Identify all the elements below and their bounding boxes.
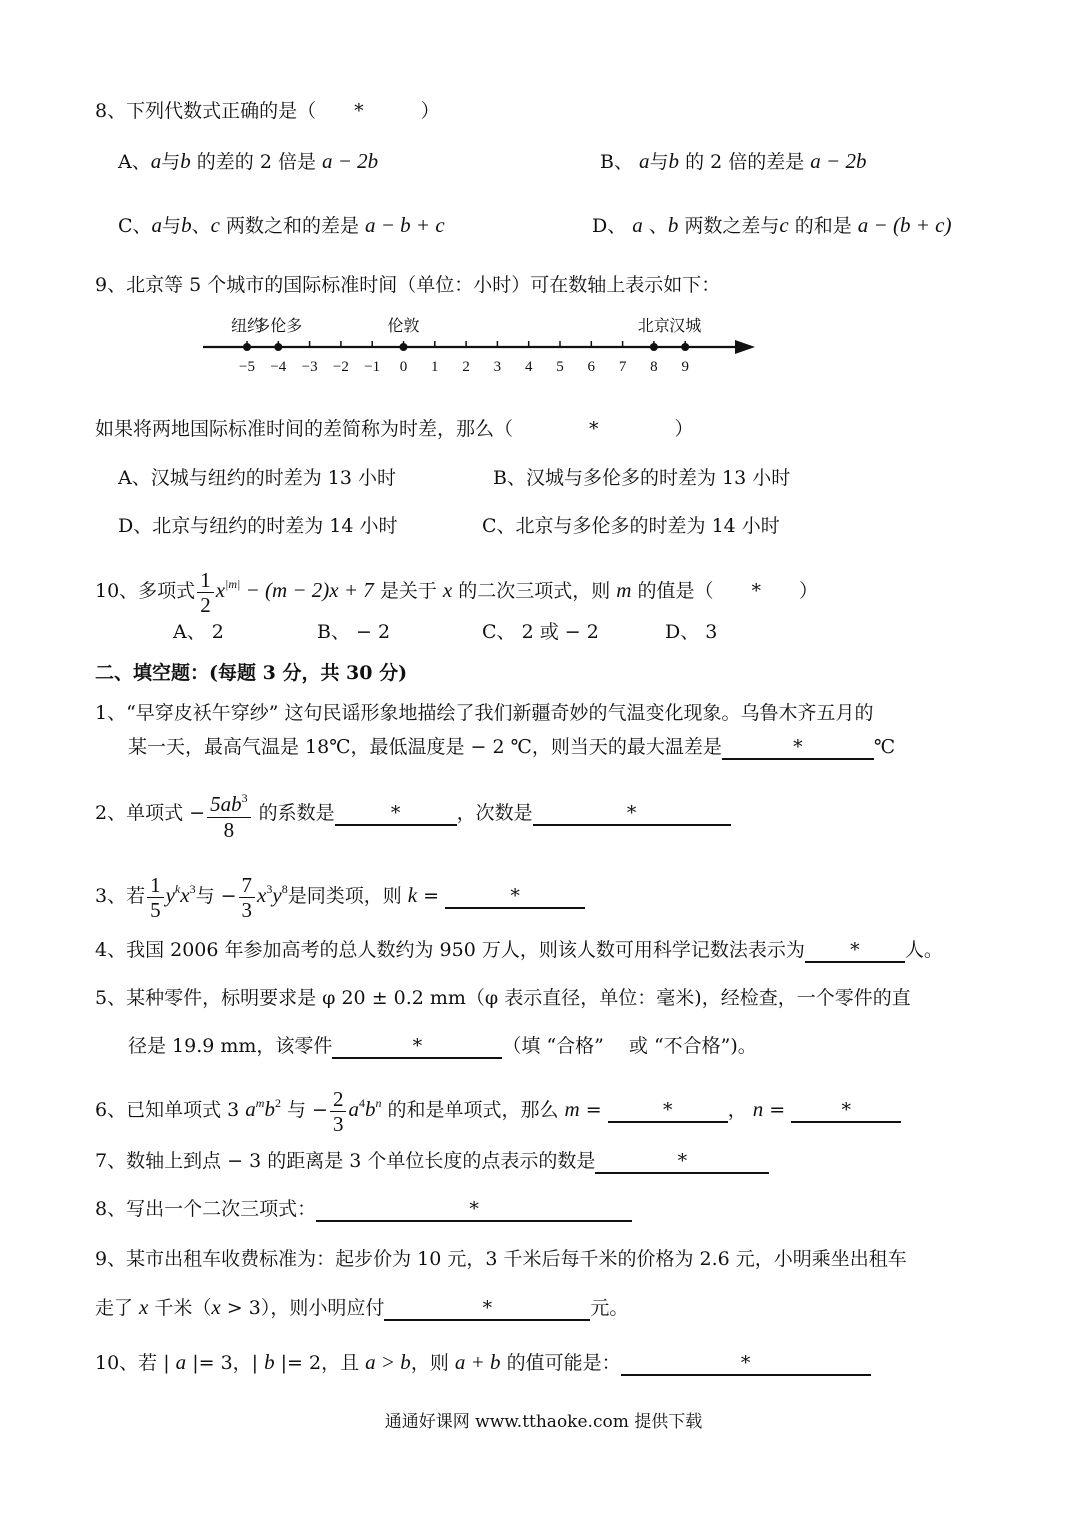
tick-label: 2 (462, 359, 470, 375)
q9-prompt: 如果将两地国际标准时间的差简称为时差，那么（ * ） (95, 418, 694, 440)
answer-blank[interactable]: * (384, 1297, 590, 1321)
q10-stem: 10、多项式 $\frac{1}{2}$ $x^{|m|} - (m - 2)x + 7$ 是关于 x 的二次三项式，则 m 的值是（ * ） (95, 567, 819, 617)
tick-label: −2 (332, 359, 349, 375)
answer-blank[interactable]: * (608, 1099, 728, 1123)
answer-blank[interactable]: * (595, 1150, 769, 1174)
answer-blank[interactable]: * (445, 885, 585, 909)
f7: 7、数轴上到点 − 3 的距离是 3 个单位长度的点表示的数是 * (95, 1148, 769, 1174)
city-point (681, 343, 689, 351)
tick-label: 3 (493, 359, 502, 375)
tick-label: −3 (301, 359, 318, 375)
city-label: 纽约 (230, 316, 264, 335)
q8-option-a: A、a与b 的差的 2 倍是 a − 2b (118, 149, 379, 173)
f1-line1: 1、“早穿皮袄午穿纱” 这句民谣形象地描绘了我们新疆奇妙的气温变化现象。乌鲁木齐五月的 (95, 702, 874, 724)
f4: 4、我国 2006 年参加高考的总人数约为 950 万人，则该人数可用科学记数法表示为 * 人。 (95, 939, 943, 961)
answer-blank[interactable]: * (791, 1099, 901, 1123)
tick-label: 7 (618, 359, 627, 375)
q8-option-b: B、 a与b 的 2 倍的差是 a − 2b (600, 149, 867, 173)
tick-label: 4 (524, 359, 533, 375)
f5-line1: 5、某种零件，标明要求是 φ 20 ± 0.2 mm（φ 表示直径，单位：毫米)，经检查，一个零件的直 (95, 987, 911, 1009)
city-label: 伦敦 (387, 316, 420, 335)
city-point (400, 343, 408, 351)
section-title: 二、填空题：(每题 3 分，共 30 分) (95, 662, 408, 684)
q10-option-b: B、 − 2 (317, 621, 391, 643)
tick-label: 1 (431, 359, 439, 375)
tick-label: −5 (239, 359, 255, 375)
answer-blank[interactable]: * (533, 802, 731, 826)
q8-option-c: C、a与b、c 两数之和的差是 a − b + c (118, 213, 445, 237)
tick-label: −4 (270, 359, 287, 375)
tick-label: 6 (587, 359, 596, 375)
q9-option-d: D、北京与纽约的时差为 14 小时 (118, 515, 398, 537)
f5-line2: 径是 19.9 mm，该零件 * （填 “合格” 或 “不合格”)。 (128, 1035, 757, 1057)
q8-stem: 8、下列代数式正确的是（ * ） (95, 100, 440, 122)
q10-option-c: C、 2 或 − 2 (482, 621, 599, 643)
answer-blank[interactable]: * (621, 1352, 871, 1376)
f10: 10、若 | a |= 3，| b |= 2，且 a > b，则 a + b 的值可能是： * (95, 1349, 871, 1376)
f2: 2、单项式 − $\frac{5ab^3}{8}$ 的系数是 * ，次数是 * (95, 785, 731, 842)
answer-blank[interactable]: * (722, 736, 874, 760)
answer-blank[interactable]: * (335, 802, 457, 826)
city-point (274, 343, 282, 351)
city-point (650, 343, 658, 351)
tick-label: −1 (364, 359, 381, 375)
q9-option-c: C、北京与多伦多的时差为 14 小时 (482, 515, 780, 537)
q9-option-a: A、汉城与纽约的时差为 13 小时 (118, 467, 396, 489)
city-label: 汉城 (669, 316, 702, 335)
answer-blank[interactable]: * (316, 1198, 632, 1222)
q9-option-b: B、汉城与多伦多的时差为 13 小时 (493, 467, 791, 489)
axis-arrow (735, 340, 755, 354)
f8: 8、写出一个二次三项式： * (95, 1196, 632, 1222)
city-label: 多伦多 (254, 316, 303, 335)
city-point (243, 343, 251, 351)
q9-stem: 9、北京等 5 个城市的国际标准时间（单位：小时）可在数轴上表示如下： (95, 274, 721, 296)
answer-blank[interactable]: * (332, 1035, 502, 1059)
tick-label: 5 (556, 359, 564, 375)
f1-line2: 某一天，最高气温是 18℃，最低温度是 − 2 ℃，则当天的最大温差是 * ℃ (128, 736, 896, 758)
q10-option-a: A、 2 (173, 621, 224, 643)
city-label: 北京 (637, 316, 670, 335)
q10-option-d: D、 3 (665, 621, 718, 643)
q8-option-d: D、 a 、b 两数之差与c 的和是 a − (b + c) (592, 213, 952, 237)
tick-label: 8 (650, 359, 658, 375)
footer: 通通好课网 www.tthaoke.com 提供下载 (384, 1412, 703, 1432)
number-line (195, 305, 765, 380)
tick-label: 0 (399, 359, 408, 375)
f6: 6、已知单项式 3 $a^mb^2$ 与 − $\frac{2}{3}$ $a^4b^n$ 的和是单项式，那么 m = * ， n = * (95, 1075, 901, 1138)
tick-label: 9 (681, 359, 689, 375)
answer-blank[interactable]: * (805, 939, 905, 963)
f3: 3、若 $\frac{1}{5}$ $y^kx^3$与 − $\frac{7}{3}$ $x^3y^8$是同类项，则 k = * (95, 861, 585, 924)
f9-line1: 9、某市出租车收费标准为：起步价为 10 元，3 千米后每千米的价格为 2.6 元，小明乘坐出租车 (95, 1248, 907, 1270)
f9-line2: 走了 x 千米（x > 3），则小明应付 * 元。 (95, 1295, 629, 1319)
